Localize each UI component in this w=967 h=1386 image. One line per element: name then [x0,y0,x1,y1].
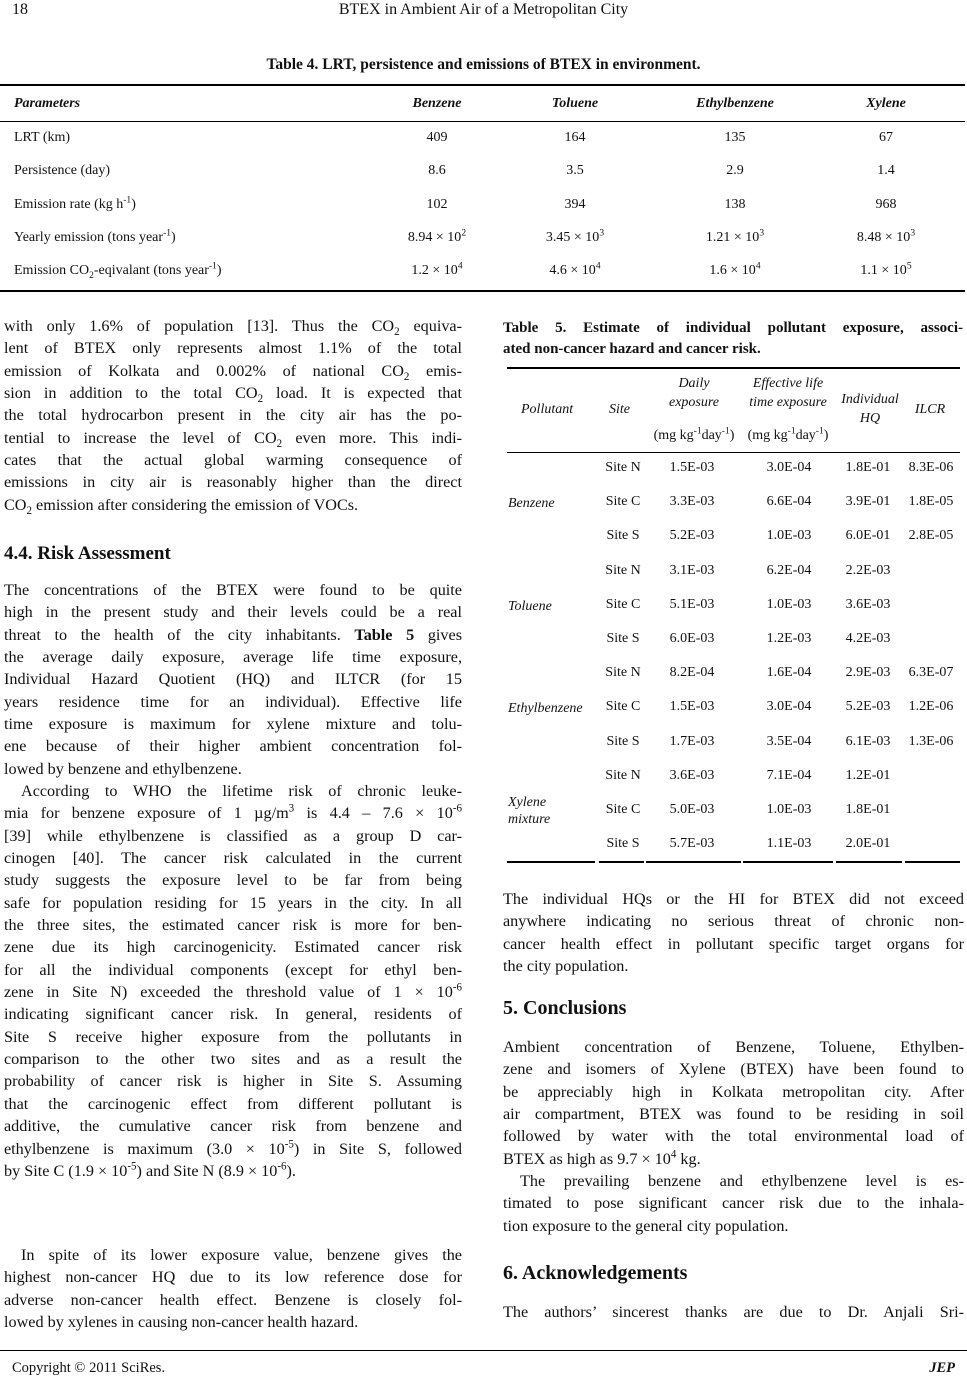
table5-site-cell: Site C [605,699,641,715]
table4-value-cell: 102 [426,197,448,212]
table5-effective-cell: 1.0E-03 [766,528,812,544]
table5-pollutant-name: Ethylbenzene [508,701,583,717]
text-line: with only 1.6% of population [13]. Thus the $CO_2$ equiva- [4,317,462,338]
table5-header-effective: Effective life [752,376,824,391]
table5-ilcr-cell: 1.2E-06 [908,699,954,715]
table5-hq-cell: 4.2E-03 [845,631,891,646]
table5-header-rule [507,452,960,453]
table5-effective-cell: 3.5E-04 [766,733,812,749]
table4-header-cell: Toluene [551,96,599,111]
text-line: adverse non-cancer health effect. Benzene is closely fol- [4,1290,462,1309]
table5-hq-cell: 2.0E-01 [845,836,891,852]
table5-hq-cell: 6.1E-03 [845,733,891,749]
table4-header-cell: Parameters [14,96,81,111]
text-line: for all the individual components (except for ethyl ben- [4,960,462,979]
text-line: In spite of its lower exposure value, benzene gives the [21,1246,462,1264]
table5-daily-cell: 1.5E-03 [669,699,715,715]
table5-hq-cell: 6.0E-01 [845,528,891,544]
text-line: BTEX as high as $9.7 \times 10^4$ kg. [503,1148,701,1168]
table4-value-cell: 164 [564,130,586,145]
text-line: The concentrations of the BTEX were found to be quite [4,581,462,599]
table4-header-cell: Ethylbenzene [696,96,774,111]
table5-caption [503,318,963,360]
table4-caption: Table 4. LRT, persistence and emissions of BTEX in environment. [266,56,701,73]
paragraph-who-risk [4,780,462,1182]
text-line: that the carcinogenic effect from different pollutant is [4,1094,462,1113]
text-line: tion exposure to the general city population. [503,1216,789,1235]
table5-unit-label: (mg $kg^{-1}day^{-1}$) [653,426,735,443]
table4-value-cell: 2.9 [726,163,744,178]
text-line: time exposure is maximum for xylene mixture and tolu- [4,715,462,734]
table4-value-cell: 1.4 [877,163,895,178]
table4-value-cell: 8.6 [428,163,446,178]
text-line: Individual Hazard Quotient (HQ) and ILTCR (for 15 [4,670,462,689]
text-line: lowed by xylenes in causing non-cancer health hazard. [4,1313,359,1332]
table5-daily-cell: 1.5E-03 [669,460,715,475]
table4-bottom-rule [0,290,965,292]
paragraph-hq [503,888,964,977]
table4-value-cell: $8.48 \times 10^3$ [856,228,916,245]
table4-value-cell: 409 [426,130,448,145]
text-line: sion in addition to the total $CO_2$ load. It is expected that [4,384,462,405]
table5-header-pollutant: Pollutant [521,402,574,417]
text-line: The individual HQs or the HI for BTEX did not exceed [503,890,964,908]
table4-value-cell: $8.94 \times 10^2$ [407,228,467,245]
paragraph-conclusion-1 [503,1036,964,1170]
table5-effective-cell: 1.0E-03 [766,802,812,817]
table4-value-cell: $1.6 \times 10^4$ [709,261,761,278]
text-line: lowed by benzene and ethylbenzene. [4,759,242,778]
text-line: emissions in city air is reasonably higher than the direct [4,473,462,492]
table5-site-cell: Site S [606,528,640,544]
table5-site-cell: Site S [606,631,640,646]
table5-site-cell: Site C [605,494,641,510]
table4-param-cell: Yearly emission (tons year$^{-1}$) [14,228,176,245]
table5-hq-cell: 1.2E-01 [845,767,891,783]
table5-pollutant-name: Toluene [508,598,552,614]
text-line: The authors’ sincerest thanks are due to Dr. Anjali Sri- [503,1303,964,1321]
table5-effective-cell: 3.0E-04 [766,460,812,475]
table5-header-ilcr: ILCR [914,402,946,417]
text-line: emission of Kolkata and 0.002% of national $CO_2$ emis- [4,361,462,383]
text-line: ene because of their higher ambient concentration fol- [4,737,462,756]
text-line: the average daily exposure, average life time exposure, [4,648,462,667]
table5-bottom-rule [836,861,902,863]
text-line: Ambient concentration of Benzene, Toluene, Ethylben- [503,1038,964,1056]
table5-effective-cell: 1.0E-03 [766,596,812,612]
table4-value-cell: 3.5 [566,163,584,178]
text-line: probability of cancer risk is higher in Site S. Assuming [4,1072,462,1091]
text-line: zene due its high carcinogenicity. Estimated cancer risk [4,938,462,957]
copyright: Copyright © 2011 SciRes. [12,1360,166,1376]
text-line: the three sites, the estimated cancer risk is more for ben- [4,916,462,935]
table5-pollutant-name: mixture [508,812,551,827]
text-line: high in the present study and their levels could be a real [4,603,462,622]
text-line: the total hydrocarbon present in the city air has the po- [4,406,462,425]
text-line: highest non-cancer HQ due to its low reference dose for [4,1268,462,1287]
section-heading-5: 5. Conclusions [503,997,627,1019]
text-line: The prevailing benzene and ethylbenzene level is es- [520,1172,964,1190]
table5-daily-cell: 1.7E-03 [669,733,715,749]
running-title: BTEX in Ambient Air of a Metropolitan City [338,1,629,18]
page-number: 18 [12,1,28,18]
table4-header-cell: Xylene [866,96,906,111]
journal-abbrev: JEP [929,1360,955,1376]
table5-hq-cell: 2.9E-03 [845,665,891,681]
paragraph-risk-intro [4,579,462,780]
table5-site-cell: Site C [605,802,641,817]
table5-effective-cell: 6.2E-04 [766,562,812,578]
table5-site-cell: Site N [605,767,641,783]
table5-bottom-rule [599,861,644,863]
table5-bottom-rule [646,861,741,863]
text-line: ethylbenzene is maximum $(3.0 \times 10^{-5})$ in Site S, followed [4,1138,462,1158]
table5-effective-cell: 7.1E-04 [766,767,812,783]
text-line: tential to increase the level of $CO_2$ even more. This indi- [4,428,462,450]
text-line: zene and isomers of Xylene (BTEX) have been found to [503,1060,964,1079]
paragraph-co2 [4,315,462,516]
table4-value-cell: $4.6 \times 10^4$ [549,261,601,278]
table5-site-cell: Site S [606,733,640,749]
table5-ilcr-cell: 8.3E-06 [908,460,954,475]
table4-value-cell: 138 [724,197,746,212]
table4-value-cell: 394 [564,197,586,212]
table4-header-rule [0,121,965,122]
table5-site-cell: Site N [605,460,641,475]
table5-site-cell: Site N [605,562,641,578]
text-line: mia for benzene exposure of 1 $\mu g/m^3$ is $4.4 - 7.6 \times 10^{-6}$ [4,802,462,823]
text-line: comparison to the other two sites and as a result the [4,1050,462,1069]
table5-ilcr-cell: 2.8E-05 [908,528,954,544]
text-line: additive, the cumulative cancer risk from benzene and [4,1117,462,1136]
table4-param-cell: LRT (km) [14,130,71,145]
table5-daily-cell: 5.7E-03 [669,836,715,852]
table5-pollutant-name: Benzene [508,496,555,512]
paragraph-conclusion-2 [503,1170,964,1237]
table5-hq-cell: 3.9E-01 [845,494,891,510]
table4-param-cell: Persistence (day) [14,163,111,178]
table4-value-cell: 135 [724,130,746,145]
table5-daily-cell: 5.0E-03 [669,802,715,817]
paragraph-acknowledgements [503,1301,964,1323]
table5-header-daily: Daily [678,376,710,391]
text-line: cancer health effect in pollutant specific target organs for [503,934,964,953]
table5-hq-cell: 2.2E-03 [845,562,891,578]
text-line: $CO_2$ emission after considering the emission of VOCs. [4,495,359,517]
table5-daily-cell: 5.1E-03 [669,596,715,612]
text-line: timated to pose significant cancer risk due to the inhala- [503,1194,964,1213]
text-line: safe for population residing for 15 years in the city. In all [4,893,462,912]
table5-pollutant-name: Xylene [508,795,547,810]
text-line: the city population. [503,957,629,976]
table4-top-rule [0,84,965,86]
table5-bottom-rule [905,861,960,863]
table5-hq-cell: 1.8E-01 [845,802,891,817]
text-line: threat to the health of the city inhabitants. Table 5 gives [4,625,462,644]
section-heading-6: 6. Acknowledgements [503,1262,688,1284]
footer-rule [0,1350,967,1351]
text-line: followed by water with the total environmental load of [503,1127,964,1146]
text-line: anywhere indicating no serious threat of chronic non- [503,912,964,931]
text-line: indicating significant cancer risk. In general, residents of [4,1005,462,1024]
table4-value-cell: $1.2 \times 10^4$ [411,261,463,278]
table5-bottom-rule [507,861,595,863]
section-heading-4-4: 4.4. Risk Assessment [4,543,171,564]
text-line: be appreciably high in Kolkata metropolitan city. After [503,1082,964,1101]
table4-value-cell: 968 [875,197,897,212]
table5-site-cell: Site C [605,596,641,612]
table5-ilcr-cell: 1.8E-05 [908,494,954,510]
table5-ilcr-cell: 6.3E-07 [908,665,954,681]
table5-effective-cell: 1.1E-03 [766,836,812,852]
table4-param-cell: Emission rate (kg $h^{-1}$) [14,195,136,212]
text-line: air compartment, BTEX was found to be residing in soil [503,1105,964,1124]
table4-value-cell: 67 [879,130,893,145]
table5-daily-cell: 8.2E-04 [669,665,715,681]
text-line: According to WHO the lifetime risk of chronic leuke- [21,782,462,800]
table4-value-cell: $1.1 \times 10^5$ [860,261,912,278]
text-line: cinogen [40]. The cancer risk calculated in the current [4,849,462,868]
table5-top-rule [507,367,960,369]
table5-header-daily: exposure [668,395,720,410]
table5-daily-cell: 3.1E-03 [669,562,715,578]
table5-hq-cell: 5.2E-03 [845,699,891,715]
table5-daily-cell: 3.3E-03 [669,494,715,510]
text-line: Site S receive higher exposure from the pollutants in [4,1027,462,1046]
table5-effective-cell: 6.6E-04 [766,494,812,510]
text-line: study suggests the exposure level to be far from being [4,871,462,890]
table5-site-cell: Site N [605,665,641,681]
table5-daily-cell: 5.2E-03 [669,528,715,544]
table5-header-site: Site [609,402,630,417]
paragraph-non-cancer [4,1244,462,1333]
table5-caption-line: ated non-cancer hazard and cancer risk. [503,341,761,357]
text-line: years residence time for an individual). Effective life [4,692,462,711]
text-line: by Site C $(1.9 \times 10^{-5})$ and Site N $(8.9 \times 10^{-6})$. [4,1160,296,1180]
table5-bottom-rule [743,861,833,863]
table5-header-hq: HQ [859,411,881,426]
table5-header-hq: Individual [841,392,899,407]
table5-daily-cell: 6.0E-03 [669,631,715,646]
table4-value-cell: $3.45 \times 10^3$ [545,228,605,245]
table5-ilcr-cell: 1.3E-06 [908,733,954,749]
table4-header-cell: Benzene [412,96,462,111]
table5-daily-cell: 3.6E-03 [669,767,715,783]
text-line: lent of BTEX only represents almost 1.1% of the total [4,339,462,358]
table5-effective-cell: 1.6E-04 [766,665,812,681]
table5-header-effective: time exposure [749,395,827,410]
text-line: [39] while ethylbenzene is classified as a group D car- [4,826,462,845]
table5-effective-cell: 3.0E-04 [766,699,812,715]
text-line: zene in Site N) exceeded the threshold value of $1 \times 10^{-6}$ [4,981,462,1002]
table5-hq-cell: 3.6E-03 [845,596,891,612]
text-line: cates that the actual global warming consequence of [4,451,462,470]
table4-value-cell: $1.21 \times 10^3$ [705,228,765,245]
table5-effective-cell: 1.2E-03 [766,631,812,646]
table4-param-cell: Emission $CO_2$-eqivalant (tons year$^{-1}$) [14,261,222,281]
table5-caption-line: Table 5. Estimate of individual pollutant exposure, associ- [503,320,963,336]
table5-hq-cell: 1.8E-01 [845,460,891,475]
table5-unit-label: (mg $kg^{-1}day^{-1}$) [747,426,829,443]
table5-site-cell: Site S [606,836,640,852]
